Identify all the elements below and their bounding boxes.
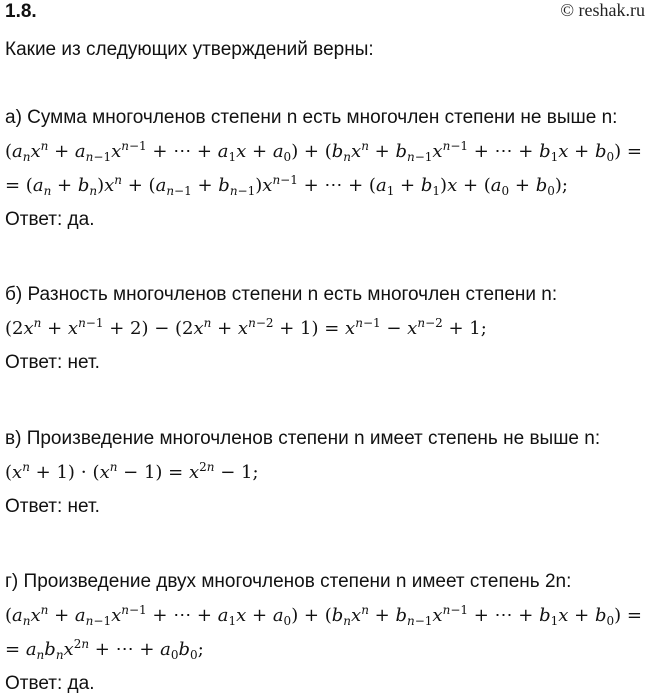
- statement-a: а) Сумма многочленов степени n есть многочлен степени не выше n:: [5, 107, 618, 128]
- formula-a-line1: ($a_nx^n + a_{n-1}x^{n-1}$ + ⋯ + $a_1x + a_0) + (b_nx^n + b_{n-1}x^{n-1}$ + ⋯ + $b_1x + b_0$) =: [5, 139, 642, 164]
- problem-number: 1.8.: [5, 1, 37, 22]
- formula-g-line1: ($a_nx^n + a_{n-1}x^{n-1}$ + ⋯ + $a_1x + a_0) + (b_nx^n + b_{n-1}x^{n-1}$ + ⋯ + $b_1x + b_0$) =: [5, 603, 642, 628]
- statement-v: в) Произведение многочленов степени n имеет степень не выше n:: [5, 428, 601, 449]
- formula-a-line2: = $(a_n + b_n)x^n + (a_{n-1} + b_{n-1})x^{n-1}$ + ⋯ + $(a_1 + b_1)x + (a_0 + b_0)$;: [5, 173, 568, 198]
- statement-b: б) Разность многочленов степени n есть многочлен степени n:: [5, 284, 558, 305]
- formula-v: $(x^n + 1) \cdot (x^n - 1) = x^{2n} - 1$;: [5, 460, 259, 483]
- statement-g: г) Произведение двух многочленов степени n имеет степень 2n:: [5, 571, 572, 592]
- formula-b: $(2x^n + x^{n-1} + 2) - (2x^n + x^{n-2} + 1) = x^{n-1} - x^{n-2} + 1$;: [5, 316, 487, 339]
- site-watermark: © reshak.ru: [560, 0, 645, 20]
- answer-g: Ответ: да.: [5, 673, 95, 694]
- answer-a: Ответ: да.: [5, 209, 95, 230]
- formula-g-line2: = $a_nb_nx^{2n}$ + ⋯ + $a_0b_0$;: [5, 637, 204, 662]
- question-text: Какие из следующих утверждений верны:: [5, 39, 374, 60]
- answer-v: Ответ: нет.: [5, 496, 100, 517]
- answer-b: Ответ: нет.: [5, 352, 100, 373]
